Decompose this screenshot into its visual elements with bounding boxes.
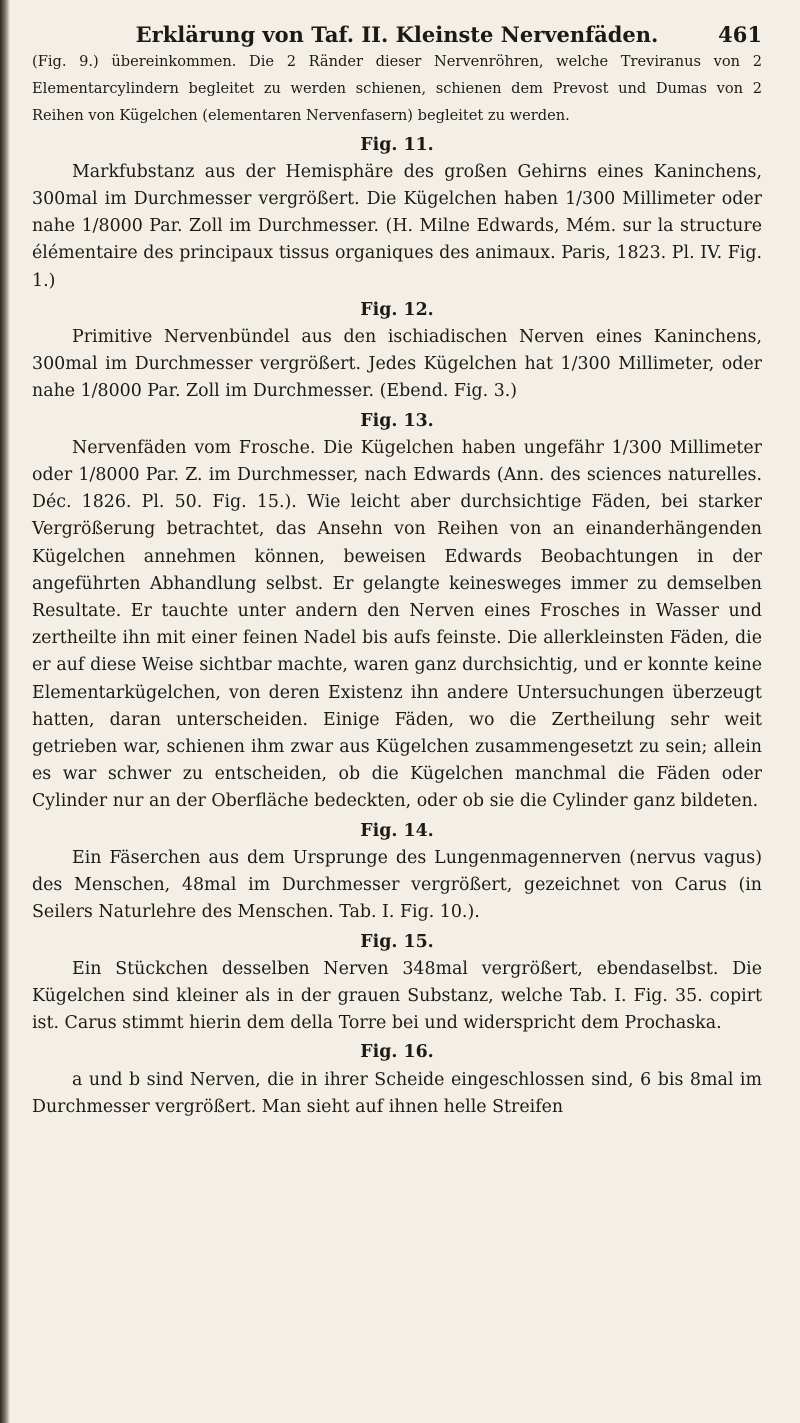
figure-text-16: a und b sind Nerven, die in ihrer Scheide eingeschlossen sind, 6 bis 8mal im Durchmesser vergrößert. Man sieht auf ihnen helle Streifen <box>32 1069 762 1117</box>
page-body <box>32 48 762 1121</box>
figure-heading-13: Fig. 13. <box>360 410 434 431</box>
figure-text-13: Nervenfäden vom Frosche. Die Kügelchen haben ungefähr 1/300 Millimeter oder 1/8000 Par. Z. im Durchmesser, nach Edwards (Ann. des sciences naturelles. Déc. 1826. Pl. 50. Fig. 15.). Wie leicht aber durchsichtige Fäden, bei starker Vergrößerung betrachtet, das Ansehn von Reihen von an einanderhängenden Kügelchen annehmen können, beweisen Edwards Beobachtungen in der angeführten Abhandlung selbst. Er gelangte keinesweges immer zu demselben Resultate. Er tauchte unter andern den Nerven eines Frosches in Wasser und zertheilte ihn mit einer feinen Nadel bis aufs feinste. Die allerkleinsten Fäden, die er auf diese Weise sichtbar machte, waren ganz durchsichtig, und er konnte keine Elementarkügelchen, von deren Existenz ihn andere Untersuchungen überzeugt hatten, daran unterscheiden. Einige Fäden, wo die Zertheilung sehr weit getrieben war, schienen ihm zwar aus Kügelchen zusammengesetzt zu sein; allein es war schwer zu entscheiden, ob die Kügelchen manchmal die Fäden oder Cylinder nur an der Oberfläche bedeckten, oder ob sie die Cylinder ganz bildeten. <box>32 437 762 812</box>
intro-paragraph: (Fig. 9.) übereinkommen. Die 2 Ränder dieser Nervenröhren, welche Treviranus von 2 Elementarcylindern begleitet zu werden schienen, schienen dem Prevost und Dumas von 2 Reihen von Kügelchen (elementaren Nervenfasern) begleitet zu werden. <box>32 53 762 125</box>
figure-text-15: Ein Stückchen desselben Nerven 348mal vergrößert, ebendaselbst. Die Kügelchen sind kleiner als in der grauen Substanz, welche Tab. I. Fig. 35. copirt ist. Carus stimmt hierin dem della Torre bei und widerspricht dem Prochaska. <box>32 958 762 1034</box>
figure-text-14: Ein Fäserchen aus dem Ursprunge des Lungenmagennerven (nervus vagus) des Menschen, 48mal im Durchmesser vergrößert, gezeichnet von Carus (in Seilers Naturlehre des Menschen. Tab. I. Fig. 10.). <box>32 847 762 923</box>
running-header <box>32 14 762 48</box>
figure-heading-12: Fig. 12. <box>360 299 434 320</box>
running-title: Erklärung von Taf. II. Kleinste Nervenfäden. <box>135 22 659 47</box>
figure-heading-14: Fig. 14. <box>360 820 434 841</box>
page-number: 461 <box>718 22 762 47</box>
figure-heading-16: Fig. 16. <box>360 1042 434 1063</box>
figure-heading-11: Fig. 11. <box>360 134 434 155</box>
figure-heading-15: Fig. 15. <box>360 931 434 952</box>
figure-text-11: Markfubstanz aus der Hemisphäre des großen Gehirns eines Kaninchens, 300mal im Durchmesser vergrößert. Die Kügelchen haben 1/300 Millimeter oder nahe 1/8000 Par. Zoll im Durchmesser. (H. Milne Edwards, Mém. sur la structure élémentaire des principaux tissus organiques des animaux. Paris, 1823. Pl. IV. Fig. 1.) <box>32 161 762 291</box>
figure-text-12: Primitive Nervenbündel aus den ischiadischen Nerven eines Kaninchens, 300mal im Durchmesser vergrößert. Jedes Kügelchen hat 1/300 Millimeter, oder nahe 1/8000 Par. Zoll im Durchmesser. (Ebend. Fig. 3.) <box>32 327 762 402</box>
